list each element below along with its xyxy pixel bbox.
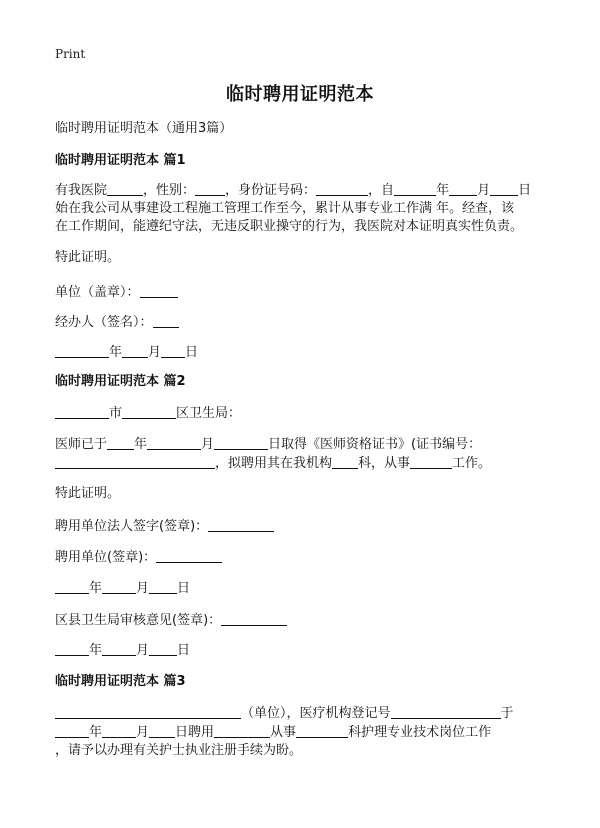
blank-department	[332, 454, 358, 469]
blank-year	[55, 579, 89, 594]
section2-district-review	[55, 611, 287, 630]
section2-certify: 特此证明。	[55, 486, 121, 501]
text: 年	[89, 643, 103, 658]
text: 月	[136, 581, 150, 596]
text: 年	[89, 581, 103, 596]
document-subtitle: 临时聘用证明范本（通用3篇）	[55, 121, 233, 136]
text: 月	[477, 183, 491, 198]
blank-day	[490, 181, 518, 196]
blank-day	[149, 641, 177, 656]
text: ，身份证号码：	[225, 183, 317, 198]
text: 医师已于	[55, 437, 108, 452]
text: 日取得《医师资格证书》(证书编号：	[268, 437, 482, 452]
section2-addressee	[55, 404, 241, 423]
text: 市	[109, 406, 123, 421]
text: 日	[177, 581, 191, 596]
blank-day	[161, 343, 185, 358]
blank-month	[102, 579, 136, 594]
handler-label: 经办人（签名）：	[55, 315, 153, 330]
text: 年	[436, 183, 450, 198]
unit-label: 单位（盖章）：	[55, 285, 140, 300]
section1-certify: 特此证明。	[55, 250, 121, 265]
blank-unit-seal	[140, 283, 178, 298]
blank-day	[149, 723, 175, 738]
section2-employer-seal	[55, 548, 222, 567]
text: （单位），医疗机构登记号	[241, 706, 391, 721]
text: ，性别：	[143, 183, 196, 198]
blank-month	[147, 435, 201, 450]
text: ，自	[368, 183, 395, 198]
section2-legal-sign	[55, 517, 274, 536]
text: 科护理专业技术岗位工作	[348, 725, 492, 740]
section2-heading: 临时聘用证明范本 篇2	[55, 374, 186, 389]
text: 科，从事	[358, 456, 411, 471]
blank-work	[410, 454, 452, 469]
text: 有我医院	[55, 183, 108, 198]
blank-year	[107, 435, 134, 450]
text: 月	[201, 437, 215, 452]
section2-doctor-line-2	[55, 454, 491, 473]
section1-handler-sign	[55, 313, 179, 332]
text: 日聘用	[175, 725, 215, 740]
text: 从事	[270, 725, 297, 740]
section1-paragraph-line-3: 在工作期间，能遵纪守法，无违反职业操守的行为，我医院对本证明真实性负责。	[55, 219, 524, 234]
text: 区卫生局：	[176, 406, 242, 421]
text: ，拟聘用其在我机构	[215, 456, 333, 471]
section1-unit-seal	[55, 283, 178, 302]
blank-month	[122, 343, 148, 358]
blank-month	[449, 181, 477, 196]
section1-paragraph-line-1	[55, 181, 531, 200]
section1-paragraph-line-2: 始在我公司从事建设工程施工管理工作至今，累计从事专业工作满 年。经查，该	[55, 201, 515, 216]
legal-sign-label: 聘用单位法人签字(签章)：	[55, 519, 209, 534]
blank-district	[122, 404, 176, 419]
blank-year	[55, 343, 109, 358]
text: 月	[136, 725, 150, 740]
text: 年	[134, 437, 148, 452]
section3-heading: 临时聘用证明范本 篇3	[55, 674, 186, 689]
blank-nurse-name	[214, 723, 270, 738]
blank-review-seal	[221, 611, 287, 626]
blank-name	[107, 181, 143, 196]
blank-legal-sign	[208, 517, 274, 532]
blank-handler-sign	[153, 313, 179, 328]
text: 于	[500, 706, 514, 721]
blank-employer-seal	[156, 548, 222, 563]
section3-line-3: ，请予以办理有关护士执业注册手续为盼。	[55, 743, 303, 758]
blank-id-number	[316, 181, 368, 196]
review-label: 区县卫生局审核意见(签章)：	[55, 613, 222, 628]
blank-day	[149, 579, 177, 594]
text: 日	[185, 345, 199, 360]
section2-date	[55, 579, 190, 598]
section2-doctor-line-1	[55, 435, 481, 454]
blank-day	[214, 435, 268, 450]
blank-gender	[195, 181, 225, 196]
blank-certificate-number	[55, 454, 215, 469]
section3-line-1	[55, 704, 514, 723]
text: 月	[136, 643, 150, 658]
text: 日	[518, 183, 532, 198]
document-title: 临时聘用证明范本	[226, 84, 374, 105]
text: 月	[148, 345, 162, 360]
blank-unit	[55, 704, 241, 719]
print-label: Print	[55, 47, 86, 61]
blank-year	[55, 641, 89, 656]
blank-city	[55, 404, 109, 419]
text: 工作。	[452, 456, 492, 471]
section3-line-2	[55, 723, 491, 742]
blank-month	[102, 641, 136, 656]
section1-heading: 临时聘用证明范本 篇1	[55, 153, 186, 168]
employer-label: 聘用单位(签章)：	[55, 550, 157, 565]
blank-registration-number	[391, 704, 501, 719]
blank-year	[55, 723, 89, 738]
text: 日	[177, 643, 191, 658]
blank-department	[296, 723, 348, 738]
text: 年	[109, 345, 123, 360]
blank-year	[394, 181, 436, 196]
section1-date	[55, 343, 198, 362]
text: 年	[89, 725, 103, 740]
blank-month	[102, 723, 136, 738]
section2-date-2	[55, 641, 190, 660]
